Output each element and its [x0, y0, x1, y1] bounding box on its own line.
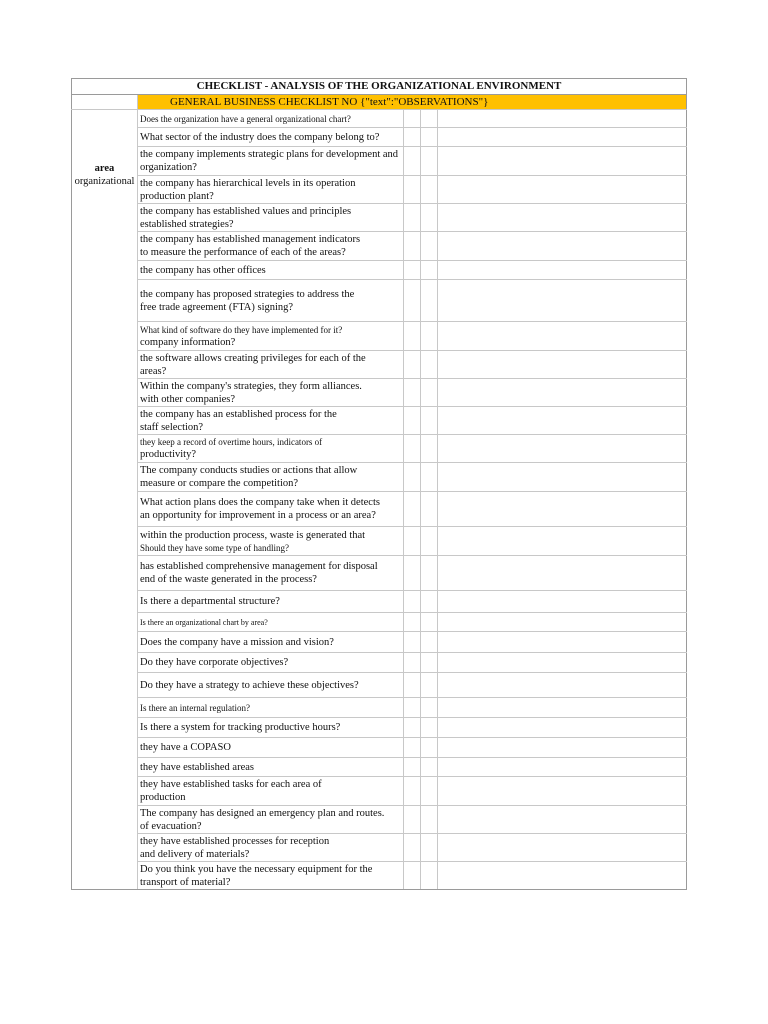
answer-yes-cell[interactable] [404, 673, 421, 698]
answer-yes-cell[interactable] [404, 862, 421, 890]
area-label-line1: area [94, 163, 115, 174]
question-cell [138, 862, 404, 890]
checklist-row [72, 280, 687, 322]
question-text: Is there an organizational chart by area? [140, 617, 268, 627]
checklist-row [72, 653, 687, 673]
question-text: Within the company's strategies, they form alliances. [140, 380, 362, 392]
checklist-row [72, 492, 687, 527]
question-text: Does the organization have a general organizational chart? [140, 113, 351, 124]
checklist-row [72, 463, 687, 492]
question-cell [138, 834, 404, 862]
answer-yes-cell[interactable] [404, 527, 421, 556]
question-text: of evacuation? [140, 820, 202, 832]
question-text: to measure the performance of each of the areas? [140, 247, 346, 258]
observations-cell[interactable] [438, 673, 687, 698]
question-text: areas? [140, 365, 167, 377]
checklist-row [72, 204, 687, 232]
answer-no-cell[interactable] [421, 147, 438, 176]
answer-no-cell[interactable] [421, 718, 438, 738]
observations-cell[interactable] [438, 777, 687, 806]
question-cell [138, 147, 404, 176]
observations-cell[interactable] [438, 379, 687, 407]
header-blank-cell [72, 95, 138, 110]
observations-cell[interactable] [438, 718, 687, 738]
question-text: end of the waste generated in the process? [140, 574, 317, 585]
observations-cell[interactable] [438, 435, 687, 463]
observations-cell[interactable] [438, 110, 687, 128]
question-cell [138, 758, 404, 777]
answer-yes-cell[interactable] [404, 613, 421, 632]
observations-cell[interactable] [438, 758, 687, 777]
question-cell [138, 777, 404, 806]
observations-cell[interactable] [438, 806, 687, 834]
checklist-row [72, 862, 687, 890]
question-text: and delivery of materials? [140, 848, 250, 860]
answer-no-cell[interactable] [421, 322, 438, 351]
checklist-row [72, 758, 687, 777]
answer-yes-cell[interactable] [404, 591, 421, 613]
checklist-row [72, 834, 687, 862]
checklist-table [71, 78, 687, 890]
question-cell [138, 527, 404, 556]
checklist-row [72, 777, 687, 806]
checklist-row [72, 110, 687, 128]
observations-cell[interactable] [438, 351, 687, 379]
answer-yes-cell[interactable] [404, 351, 421, 379]
checklist-subtitle: GENERAL BUSINESS CHECKLIST NO {"text":"OBSERVATIONS"} [138, 95, 687, 110]
answer-no-cell[interactable] [421, 379, 438, 407]
checklist-row [72, 718, 687, 738]
answer-yes-cell[interactable] [404, 232, 421, 261]
observations-cell[interactable] [438, 698, 687, 718]
checklist-row [72, 556, 687, 591]
question-text: free trade agreement (FTA) signing? [140, 301, 294, 313]
question-cell [138, 204, 404, 232]
answer-no-cell[interactable] [421, 280, 438, 322]
answer-no-cell[interactable] [421, 204, 438, 232]
question-text: the software allows creating privileges for each of the [140, 352, 366, 364]
question-cell [138, 379, 404, 407]
observations-cell[interactable] [438, 176, 687, 204]
answer-no-cell[interactable] [421, 407, 438, 435]
answer-no-cell[interactable] [421, 698, 438, 718]
observations-cell[interactable] [438, 463, 687, 492]
question-cell [138, 407, 404, 435]
question-text: the company has other offices [140, 264, 266, 276]
answer-yes-cell[interactable] [404, 492, 421, 527]
answer-no-cell[interactable] [421, 110, 438, 128]
question-text: the company has hierarchical levels in its operation [140, 177, 356, 189]
question-cell [138, 698, 404, 718]
answer-yes-cell[interactable] [404, 147, 421, 176]
answer-no-cell[interactable] [421, 435, 438, 463]
question-cell [138, 261, 404, 280]
observations-cell[interactable] [438, 862, 687, 890]
question-text: production plant? [140, 190, 214, 202]
observations-cell[interactable] [438, 527, 687, 556]
checklist-row [72, 322, 687, 351]
question-text: established strategies? [140, 218, 234, 230]
checklist-row [72, 261, 687, 280]
answer-yes-cell[interactable] [404, 653, 421, 673]
checklist-row [72, 351, 687, 379]
observations-cell[interactable] [438, 322, 687, 351]
question-text: What sector of the industry does the company belong to? [140, 131, 380, 143]
question-text: the company implements strategic plans for development and [140, 149, 399, 160]
answer-no-cell[interactable] [421, 738, 438, 758]
checklist-row [72, 407, 687, 435]
checklist-row [72, 232, 687, 261]
question-text: production [140, 792, 186, 803]
checklist-row [72, 435, 687, 463]
answer-no-cell[interactable] [421, 777, 438, 806]
question-text: they keep a record of overtime hours, indicators of [140, 437, 323, 447]
observations-cell[interactable] [438, 591, 687, 613]
question-text: Should they have some type of handling? [140, 542, 289, 553]
answer-yes-cell[interactable] [404, 261, 421, 280]
question-cell [138, 435, 404, 463]
checklist-row [72, 379, 687, 407]
question-text: Is there an internal regulation? [140, 702, 250, 713]
answer-no-cell[interactable] [421, 556, 438, 591]
question-text: within the production process, waste is generated that [140, 529, 366, 541]
question-text: Do you think you have the necessary equipment for the [140, 863, 373, 875]
question-text: they have established processes for reception [140, 835, 330, 847]
answer-no-cell[interactable] [421, 613, 438, 632]
question-text: Do they have corporate objectives? [140, 657, 289, 668]
question-cell [138, 613, 404, 632]
observations-cell[interactable] [438, 128, 687, 147]
answer-yes-cell[interactable] [404, 463, 421, 492]
observations-cell[interactable] [438, 407, 687, 435]
question-text: organization? [140, 162, 197, 173]
observations-cell[interactable] [438, 261, 687, 280]
answer-yes-cell[interactable] [404, 738, 421, 758]
question-cell [138, 632, 404, 653]
question-text: What kind of software do they have implemented for it? [140, 324, 343, 335]
question-text: the company has proposed strategies to address the [140, 288, 355, 300]
checklist-row [72, 128, 687, 147]
observations-cell[interactable] [438, 613, 687, 632]
checklist-row [72, 176, 687, 204]
checklist-row [72, 613, 687, 632]
answer-no-cell[interactable] [421, 653, 438, 673]
question-cell [138, 176, 404, 204]
answer-yes-cell[interactable] [404, 280, 421, 322]
checklist-row [72, 591, 687, 613]
checklist-row [72, 527, 687, 556]
question-text: has established comprehensive management for disposal [140, 561, 378, 572]
question-cell [138, 492, 404, 527]
question-text: The company has designed an emergency plan and routes. [140, 807, 385, 819]
checklist-row [72, 673, 687, 698]
checklist-row [72, 698, 687, 718]
answer-yes-cell[interactable] [404, 758, 421, 777]
observations-cell[interactable] [438, 653, 687, 673]
question-text: Do they have a strategy to achieve these objectives? [140, 679, 359, 691]
checklist-row [72, 806, 687, 834]
answer-yes-cell[interactable] [404, 632, 421, 653]
answer-no-cell[interactable] [421, 492, 438, 527]
answer-no-cell[interactable] [421, 463, 438, 492]
question-text: What action plans does the company take when it detects [140, 497, 380, 508]
answer-no-cell[interactable] [421, 834, 438, 862]
answer-no-cell[interactable] [421, 527, 438, 556]
area-label-line2: organizational [74, 176, 135, 187]
question-text: Is there a departmental structure? [140, 596, 280, 607]
question-cell [138, 322, 404, 351]
answer-no-cell[interactable] [421, 758, 438, 777]
answer-no-cell[interactable] [421, 862, 438, 890]
checklist-row [72, 147, 687, 176]
observations-cell[interactable] [438, 232, 687, 261]
answer-no-cell[interactable] [421, 591, 438, 613]
question-text: they have a COPASO [140, 742, 231, 753]
answer-no-cell[interactable] [421, 673, 438, 698]
question-text: the company has established values and principles [140, 205, 352, 217]
answer-yes-cell[interactable] [404, 556, 421, 591]
observations-cell[interactable] [438, 738, 687, 758]
question-text: with other companies? [140, 393, 236, 405]
question-text: the company has established management indicators [140, 234, 361, 245]
question-cell [138, 280, 404, 322]
checklist-sheet [71, 78, 686, 890]
question-text: an opportunity for improvement in a process or an area? [140, 510, 376, 521]
question-cell [138, 110, 404, 128]
question-cell [138, 738, 404, 758]
answer-no-cell[interactable] [421, 351, 438, 379]
question-text: company information? [140, 336, 236, 348]
observations-cell[interactable] [438, 204, 687, 232]
answer-no-cell[interactable] [421, 632, 438, 653]
question-cell [138, 351, 404, 379]
question-text: they have established tasks for each area of [140, 779, 322, 790]
question-text: they have established areas [140, 761, 254, 773]
checklist-row [72, 632, 687, 653]
observations-cell[interactable] [438, 834, 687, 862]
question-cell [138, 556, 404, 591]
area-label-cell [72, 110, 138, 890]
checklist-row [72, 738, 687, 758]
question-text: transport of material? [140, 876, 231, 888]
answer-no-cell[interactable] [421, 232, 438, 261]
question-cell [138, 591, 404, 613]
question-cell [138, 673, 404, 698]
checklist-title: CHECKLIST - ANALYSIS OF THE ORGANIZATIONAL ENVIRONMENT [72, 79, 687, 95]
answer-yes-cell[interactable] [404, 718, 421, 738]
answer-yes-cell[interactable] [404, 204, 421, 232]
question-text: productivity? [140, 449, 196, 460]
answer-yes-cell[interactable] [404, 435, 421, 463]
answer-no-cell[interactable] [421, 261, 438, 280]
answer-yes-cell[interactable] [404, 834, 421, 862]
answer-yes-cell[interactable] [404, 322, 421, 351]
answer-yes-cell[interactable] [404, 407, 421, 435]
question-cell [138, 806, 404, 834]
answer-yes-cell[interactable] [404, 379, 421, 407]
observations-cell[interactable] [438, 632, 687, 653]
answer-yes-cell[interactable] [404, 806, 421, 834]
question-text: staff selection? [140, 421, 204, 433]
observations-cell[interactable] [438, 492, 687, 527]
answer-yes-cell[interactable] [404, 698, 421, 718]
observations-cell[interactable] [438, 280, 687, 322]
answer-yes-cell[interactable] [404, 176, 421, 204]
question-text: The company conducts studies or actions that allow [140, 465, 358, 476]
answer-no-cell[interactable] [421, 176, 438, 204]
question-cell [138, 653, 404, 673]
answer-yes-cell[interactable] [404, 110, 421, 128]
question-cell [138, 718, 404, 738]
question-cell [138, 463, 404, 492]
question-text: Is there a system for tracking productive hours? [140, 722, 341, 733]
question-text: measure or compare the competition? [140, 478, 299, 489]
answer-no-cell[interactable] [421, 806, 438, 834]
answer-no-cell[interactable] [421, 128, 438, 147]
answer-yes-cell[interactable] [404, 777, 421, 806]
question-text: Does the company have a mission and vision? [140, 636, 334, 648]
observations-cell[interactable] [438, 147, 687, 176]
question-text: the company has an established process for the [140, 408, 337, 420]
observations-cell[interactable] [438, 556, 687, 591]
answer-yes-cell[interactable] [404, 128, 421, 147]
question-cell [138, 232, 404, 261]
question-cell [138, 128, 404, 147]
